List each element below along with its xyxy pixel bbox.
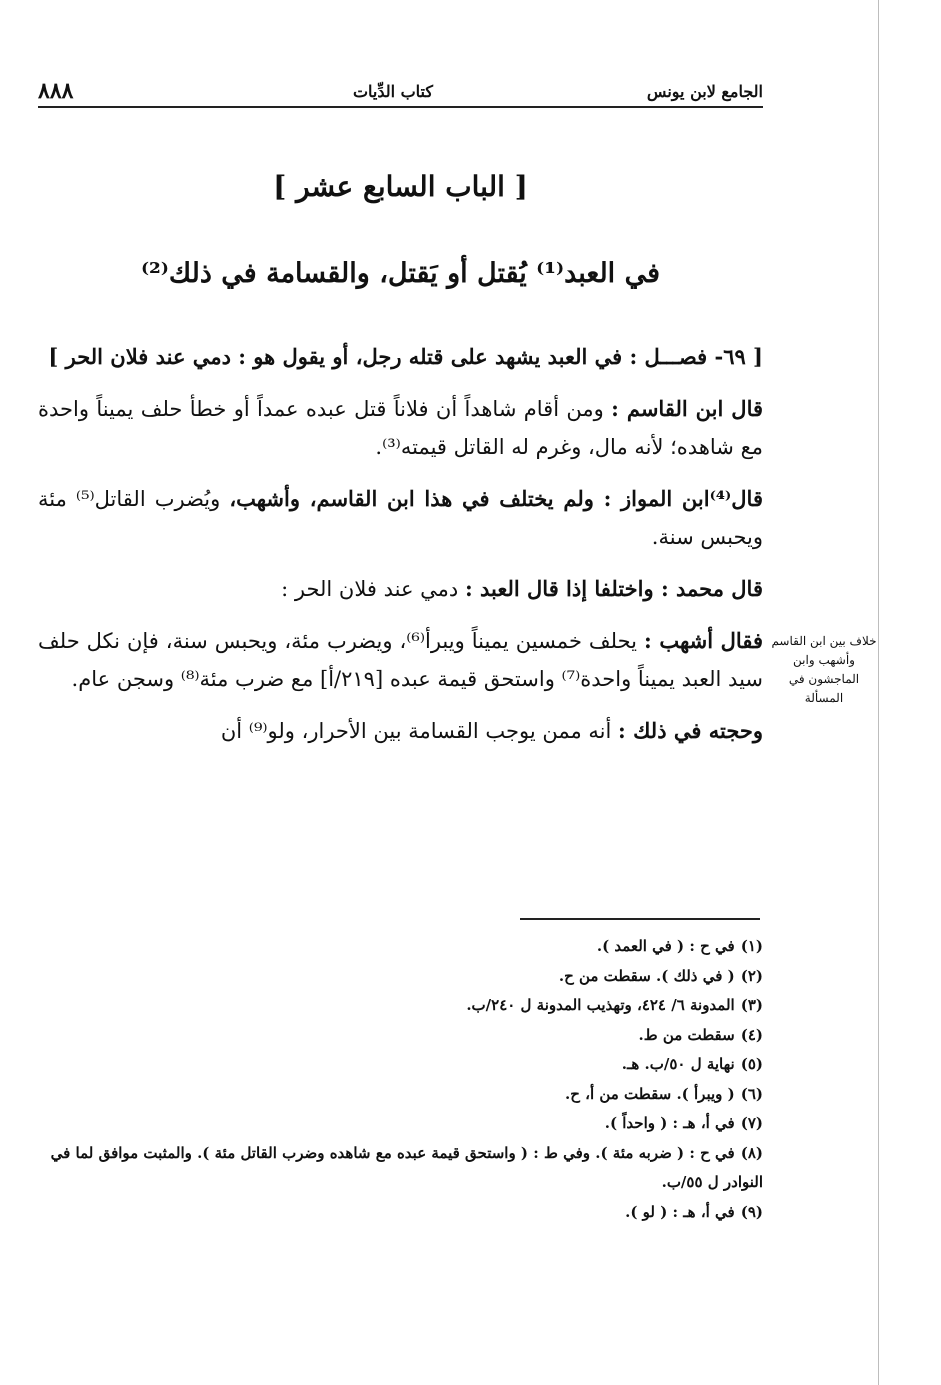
header-rule bbox=[38, 106, 763, 108]
page-number: ٨٨٨ bbox=[38, 78, 74, 104]
paragraph-text: دمي عند فلان الحر : bbox=[281, 577, 465, 601]
footnote bbox=[38, 932, 763, 962]
footnote-text: ( ويبرأ ). سقطت من أ، ح. bbox=[565, 1084, 735, 1103]
paragraph-text: ويُضرب القاتل⁽⁵⁾ مئة ويحبس سنة. bbox=[38, 487, 763, 549]
footnote bbox=[38, 1050, 763, 1080]
footnote-number: (١) bbox=[740, 937, 763, 955]
paragraph-lead: فقال أشهب : bbox=[643, 628, 763, 653]
footnote-separator bbox=[520, 918, 760, 920]
paragraph-lead: قال محمد : واختلفا إذا قال العبد : bbox=[464, 576, 763, 601]
footnote-number: (٥) bbox=[740, 1055, 763, 1073]
running-header bbox=[38, 78, 763, 108]
footnote-number: (٧) bbox=[740, 1114, 763, 1132]
footnote-number: (٩) bbox=[740, 1202, 763, 1221]
footnote-number: (٨) bbox=[740, 1143, 763, 1162]
chapter-subtitle: في العبد⁽¹⁾ يُقتل أو يَقتل، والقسامة في ذلك⁽²⁾ bbox=[140, 258, 660, 289]
footnote bbox=[38, 991, 763, 1021]
footnote-text: في ح : ( في العمد ). bbox=[596, 937, 735, 955]
paragraph-text: ومن أقام شاهداً أن فلاناً قتل عبده عمداً أو خطأ حلف يميناً واحدة مع شاهده؛ لأنه مال، وغرم له القاتل قيمته⁽³⁾. bbox=[38, 397, 763, 459]
footnote bbox=[38, 1021, 763, 1051]
header-chapter-title: كتاب الدِّيات bbox=[352, 82, 433, 101]
footnote-text: المدونة ٦/ ٤٢٤، وتهذيب المدونة ل ٢٤٠/ب. bbox=[466, 996, 735, 1014]
footnote-number: (٢) bbox=[740, 966, 763, 985]
chapter-title: [ الباب السابع عشر ] bbox=[273, 170, 528, 203]
footnote-number: (٣) bbox=[740, 996, 763, 1014]
footnotes bbox=[38, 932, 763, 1227]
header-book-title: الجامع لابن يونس bbox=[646, 82, 763, 101]
footnote bbox=[38, 1109, 763, 1139]
paragraph bbox=[38, 570, 763, 608]
footnote-text: في أ، هـ : ( واحداً ). bbox=[604, 1114, 735, 1132]
section-heading bbox=[38, 338, 763, 376]
paragraph-text: يحلف خمسين يميناً ويبرأ⁽⁶⁾، ويضرب مئة، ويحبس سنة، فإن نكل حلف سيد العبد يميناً واحدة⁽⁷⁾ واستحق قيمة عبده [٢١٩/أ] مع ضرب مئة⁽⁸⁾ وسجن عام. bbox=[38, 629, 763, 691]
footnote bbox=[38, 1198, 763, 1228]
margin-note: خلاف بين ابن القاسم وأشهب وابن الماجشون في المسألة bbox=[771, 634, 877, 705]
paragraph bbox=[38, 712, 763, 750]
footnote-text: في أ، هـ : ( لو ). bbox=[625, 1202, 735, 1221]
footnote-text: نهاية ل ٥٠/ب. هـ. bbox=[621, 1055, 735, 1073]
paragraph-lead: وحجته في ذلك : bbox=[618, 718, 763, 743]
footnote bbox=[38, 1080, 763, 1110]
paragraph-lead: قال ابن القاسم : bbox=[611, 396, 764, 421]
footnote bbox=[38, 1139, 763, 1198]
paragraph bbox=[38, 390, 763, 466]
footnote-number: (٦) bbox=[740, 1084, 763, 1103]
paragraph-lead: قال⁽⁴⁾ابن المواز : ولم يختلف في هذا ابن القاسم، وأشهب، bbox=[229, 486, 763, 511]
footnote bbox=[38, 962, 763, 992]
footnote-number: (٤) bbox=[740, 1025, 763, 1044]
paragraph bbox=[38, 622, 763, 698]
paragraph-lead: [ ٦٩- فصـــل : في العبد يشهد على قتله رجل، أو يقول هو : دمي عند فلان الحر ] bbox=[48, 344, 763, 369]
footnote-text: ( في ذلك ). سقطت من ح. bbox=[558, 966, 735, 985]
footnote-text: في ح : ( ضربه مئة ). وفي ط : ( واستحق قيمة عبده مع شاهده وضرب القاتل مئة ). والمثبت موافق لما في النوادر ل ٥٥/ب. bbox=[50, 1143, 763, 1191]
main-text bbox=[38, 338, 763, 764]
paragraph-text: أنه ممن يوجب القسامة بين الأحرار، ولو⁽⁹⁾ أن bbox=[220, 719, 619, 743]
paragraph bbox=[38, 480, 763, 556]
footnote-text: سقطت من ط. bbox=[638, 1025, 735, 1044]
